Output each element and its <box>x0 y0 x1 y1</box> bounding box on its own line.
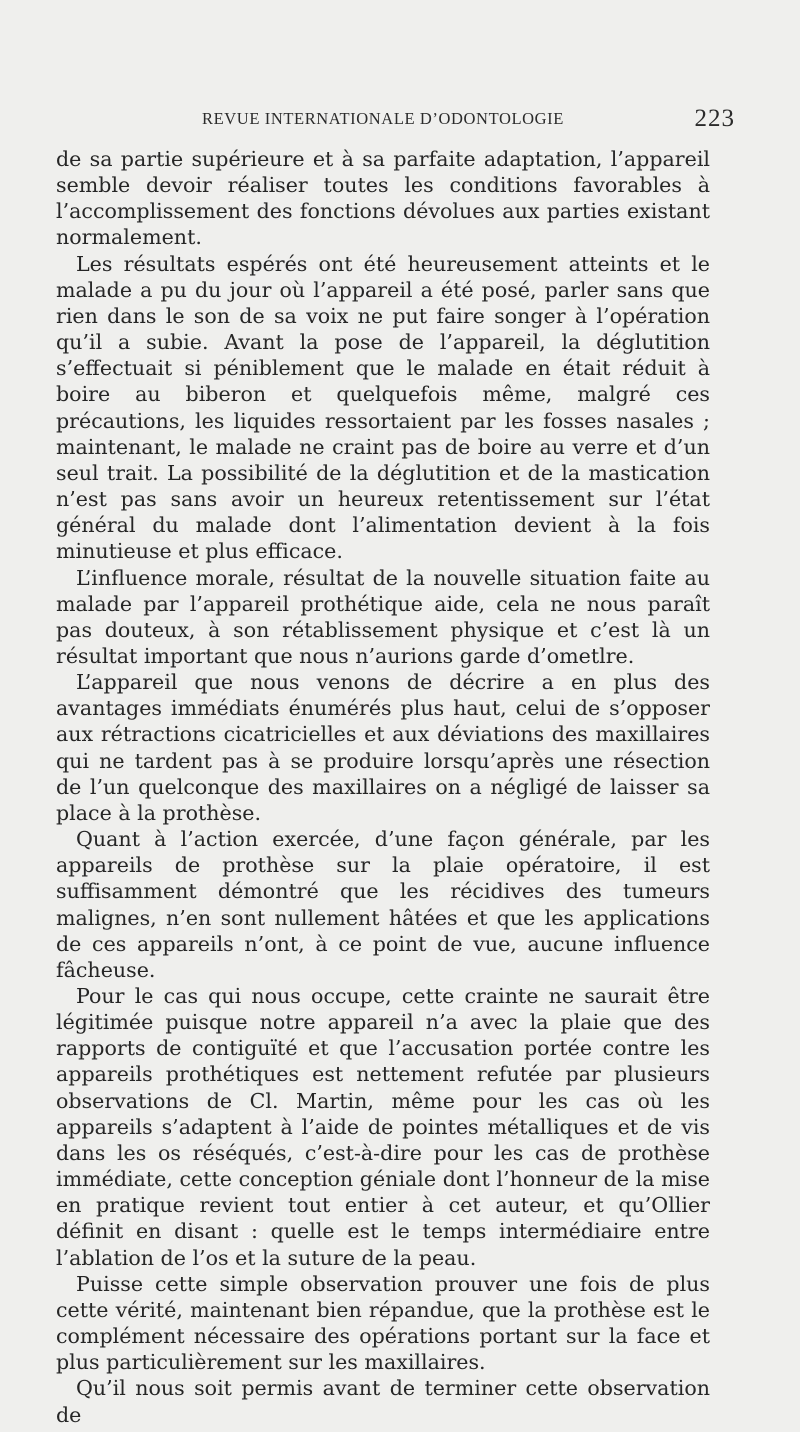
page-number: 223 <box>694 105 735 132</box>
paragraph-operative-wound: Quant à l’action exercée, d’une façon générale, par les appareils de prothèse sur la plaie opératoire, il est suffisamment démontré que les récidives des tumeurs malignes, n’en sont nullement hâtées et que les applications de ces appareils n’ont, à ce point de vue, aucune influence fâcheuse. <box>56 827 710 982</box>
paragraph-moral-influence: L’influence morale, résultat de la nouvelle situation faite au malade par l’appareil prothétique aide, cela ne nous paraît pas douteux, à son rétablissement physique et c’est là un résultat important que nous n’aurions garde d’ometlre. <box>56 565 710 668</box>
paragraph-final: Qu’il nous soit permis avant de terminer cette observation de <box>56 1376 710 1427</box>
paragraph-present-case: Pour le cas qui nous occupe, cette crainte ne saurait être légitimée puisque notre appareil n’a avec la plaie que des rapports de contiguïté et que l’accusation portée contre les appareils prothétiques est nettement refutée par plusieurs observations de Cl. Martin, même pour les cas où les appareils s’adaptent à l’aide de pointes métalliques et de vis dans les os réséqués, c’est-à-dire pour les cas de prothèse immédiate, cette conception géniale dont l’honneur de la mise en pratique revient tout entier à cet auteur, et qu’Ollier définit en disant : quelle est le temps intermédiaire entre l’ablation de l’os et la suture de la peau. <box>56 984 710 1270</box>
paragraph-results: Les résultats espérés ont été heureusement atteints et le malade a pu du jour où l’appareil a été posé, parler sans que rien dans le son de sa voix ne put faire songer à l’opération qu’il a subie. Avant la pose de l’appareil, la déglutition s’effectuait si péniblement que le malade en était réduit à boire au biberon et quelquefois même, malgré ces précautions, les liquides ressortaient par les fosses nasales ; maintenant, le malade ne craint pas de boire au verre et d’un seul trait. La possibilité de la déglutition et de la mastication n’est pas sans avoir un heureux retentissement sur l’état général du malade dont l’alimentation devient à la fois minutieuse et plus efficace. <box>56 251 710 564</box>
running-title: REVUE INTERNATIONALE D’ODONTOLOGIE <box>202 109 564 128</box>
paragraph-conclusion: Puisse cette simple observation prouver une fois de plus cette vérité, maintenant bien répandue, que la prothèse est le complément nécessaire des opérations portant sur la face et plus particulièrement sur les maxillaires. <box>56 1271 710 1375</box>
paragraph-continued: de sa partie supérieure et à sa parfaite adaptation, l’appareil semble devoir réaliser toutes les conditions favorables à l’accomplissement des fonctions dévolues aux parties existant normalement. <box>56 147 710 250</box>
body-text <box>56 146 710 1428</box>
running-header <box>56 105 740 133</box>
paragraph-advantages: L’appareil que nous venons de décrire a en plus des avantages immédiats énumérés plus haut, celui de s’opposer aux rétractions cicatricielles et aux déviations des maxillaires qui ne tardent pas à se produire lorsqu’après une résection de l’un quelconque des maxillaires on a négligé de laisser sa place à la prothèse. <box>56 670 710 825</box>
